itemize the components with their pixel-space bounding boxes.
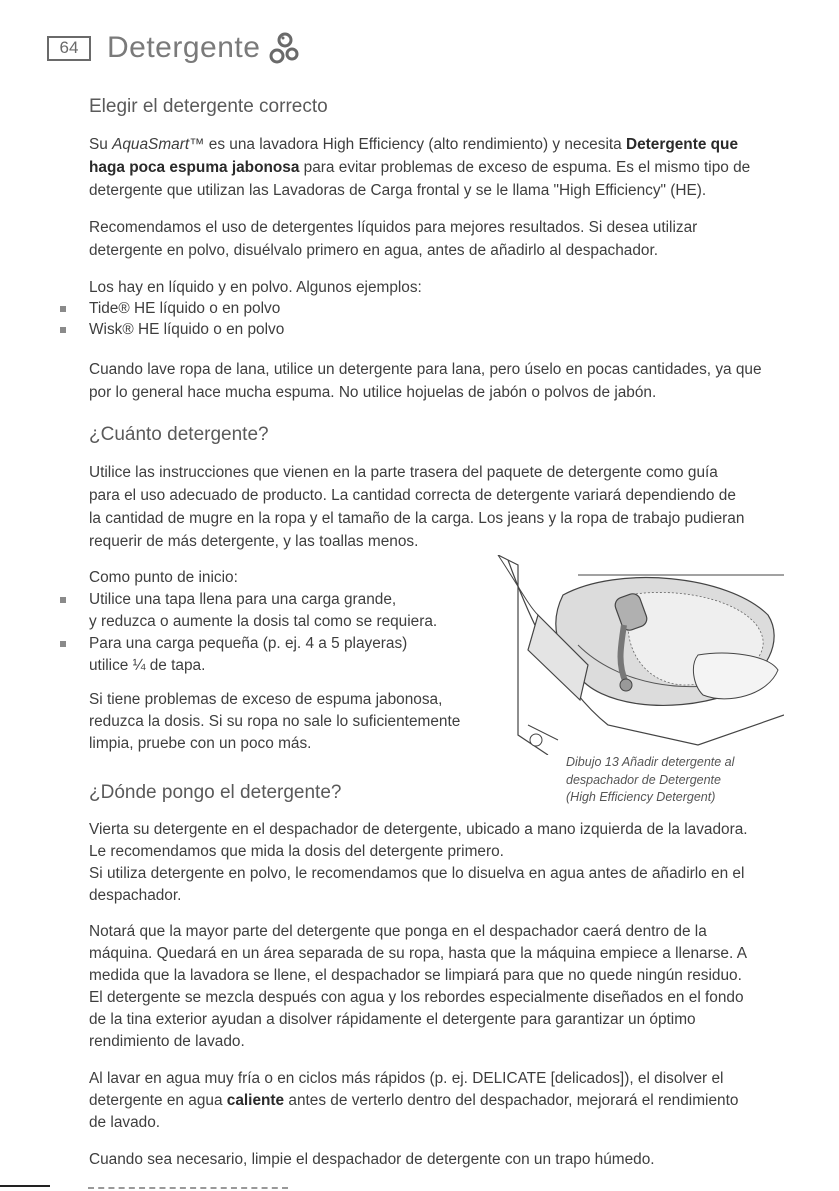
bullet-icon xyxy=(60,597,66,603)
paragraph-where-line1: Vierta su detergente en el despachador de detergente, ubicado a mano izquierda de la lavadora. xyxy=(89,821,748,838)
bullet-icon xyxy=(60,327,66,333)
paragraph-cold-line3: de lavado. xyxy=(89,1114,161,1131)
paragraph-clean: Cuando sea necesario, limpie el despachador de detergente con un trapo húmedo. xyxy=(89,1151,655,1168)
caption-line: despachador de Detergente xyxy=(566,772,721,787)
paragraph-where-line4: despachador. xyxy=(89,887,182,904)
paragraph-liquid-line1: Recomendamos el uso de detergentes líquidos para mejores resultados. Si desea utilizar xyxy=(89,219,698,236)
paragraph-notice-line1: Notará que la mayor parte del detergente que ponga en el despachador caerá dentro de la xyxy=(89,923,707,940)
paragraph-he-line3: detergente que utilizan las Lavadoras de Carga frontal y se le llama "High Efficiency" (HE). xyxy=(89,182,707,199)
paragraph-he-line2: haga poca espuma jabonosa para evitar problemas de exceso de espuma. Es el mismo tipo de xyxy=(89,159,751,176)
caption-line: (High Efficiency Detergent) xyxy=(566,790,716,804)
paragraph-where-line2: Le recomendamos que mida la dosis del detergente primero. xyxy=(89,843,504,860)
figure-caption xyxy=(566,754,776,807)
list-item-wisk: Wisk® HE líquido o en polvo xyxy=(89,321,285,338)
detergent-bubbles-icon xyxy=(268,31,302,65)
paragraph-notice-line5: de la tina exterior ayudan a disolver rápidamente el detergente para garantizar un óptimo xyxy=(89,1011,696,1028)
footer-rule xyxy=(0,1185,50,1187)
bullet-icon xyxy=(60,306,66,312)
paragraph-notice-line4: El detergente se mezcla después con agua y los rebordes especialmente diseñados en el fondo xyxy=(89,989,744,1006)
footer-dashes xyxy=(88,1187,288,1189)
paragraph-start-point: Como punto de inicio: xyxy=(89,569,238,586)
paragraph-cold-line1: Al lavar en agua muy fría o en ciclos más rápidos (p. ej. DELICATE [delicados]), el disolver el xyxy=(89,1070,724,1087)
list-item-tide: Tide® HE líquido o en polvo xyxy=(89,300,281,317)
section-heading-how-much: ¿Cuánto detergente? xyxy=(89,424,269,445)
paragraph-where-line3: Si utiliza detergente en polvo, le recomendamos que lo disuelva en agua antes de añadirlo en el xyxy=(89,865,745,882)
paragraph-liquid-line2: detergente en polvo, disuélvalo primero en agua, antes de añadirlo al despachador. xyxy=(89,242,658,259)
section-heading-where: ¿Dónde pongo el detergente? xyxy=(89,782,342,803)
section-heading-choose-detergent: Elegir el detergente correcto xyxy=(89,96,328,117)
caption-line: Dibujo 13 Añadir detergente al xyxy=(566,755,735,769)
paragraph-amount-line2: para el uso adecuado de producto. La cantidad correcta de detergente variará dependiendo de xyxy=(89,487,736,504)
paragraph-notice-line2: máquina. Quedará en un área separada de su ropa, hasta que la máquina empiece a llenarse. A xyxy=(89,945,747,962)
paragraph-amount-line3: la cantidad de mugre en la ropa y el tamaño de la carga. Los jeans y la ropa de trabajo pudieran xyxy=(89,510,745,527)
list-item-full-cap-line1: Utilice una tapa llena para una carga grande, xyxy=(89,591,397,608)
bullet-icon xyxy=(60,641,66,647)
paragraph-amount-line1: Utilice las instrucciones que vienen en la parte trasera del paquete de detergente como guía xyxy=(89,464,718,481)
paragraph-suds-line1: Si tiene problemas de exceso de espuma jabonosa, xyxy=(89,691,443,708)
paragraph-amount-line4: requerir de más detergente, y las toallas menos. xyxy=(89,533,419,550)
list-item-quarter-cap-line1: Para una carga pequeña (p. ej. 4 a 5 playeras) xyxy=(89,635,408,652)
paragraph-examples: Los hay en líquido y en polvo. Algunos ejemplos: xyxy=(89,279,422,296)
paragraph-notice-line6: rendimiento de lavado. xyxy=(89,1033,245,1050)
paragraph-notice-line3: medida que la lavadora se llene, el despachador se limpiará para que no quede ningún residuo. xyxy=(89,967,742,984)
page-title: Detergente xyxy=(107,31,261,64)
page-number: 64 xyxy=(47,36,91,61)
paragraph-wool-line2: por lo general hace mucha espuma. No utilice hojuelas de jabón o polvos de jabón. xyxy=(89,384,657,401)
list-item-full-cap-line2: y reduzca o aumente la dosis tal como se requiera. xyxy=(89,613,438,630)
paragraph-he-line1: Su AquaSmart™ es una lavadora High Efficiency (alto rendimiento) y necesita Detergente que xyxy=(89,136,739,153)
detergent-dispenser-illustration xyxy=(468,555,784,755)
paragraph-suds-line2: reduzca la dosis. Si su ropa no sale lo suficientemente xyxy=(89,713,461,730)
page-header xyxy=(47,28,302,68)
list-item-quarter-cap-line2: utilice ¼ de tapa. xyxy=(89,657,206,674)
paragraph-wool-line1: Cuando lave ropa de lana, utilice un detergente para lana, pero úselo en pocas cantidades, ya que xyxy=(89,361,762,378)
paragraph-cold-line2: detergente en agua caliente antes de verterlo dentro del despachador, mejorará el rendimiento xyxy=(89,1092,739,1109)
paragraph-suds-line3: limpia, pruebe con un poco más. xyxy=(89,735,312,752)
